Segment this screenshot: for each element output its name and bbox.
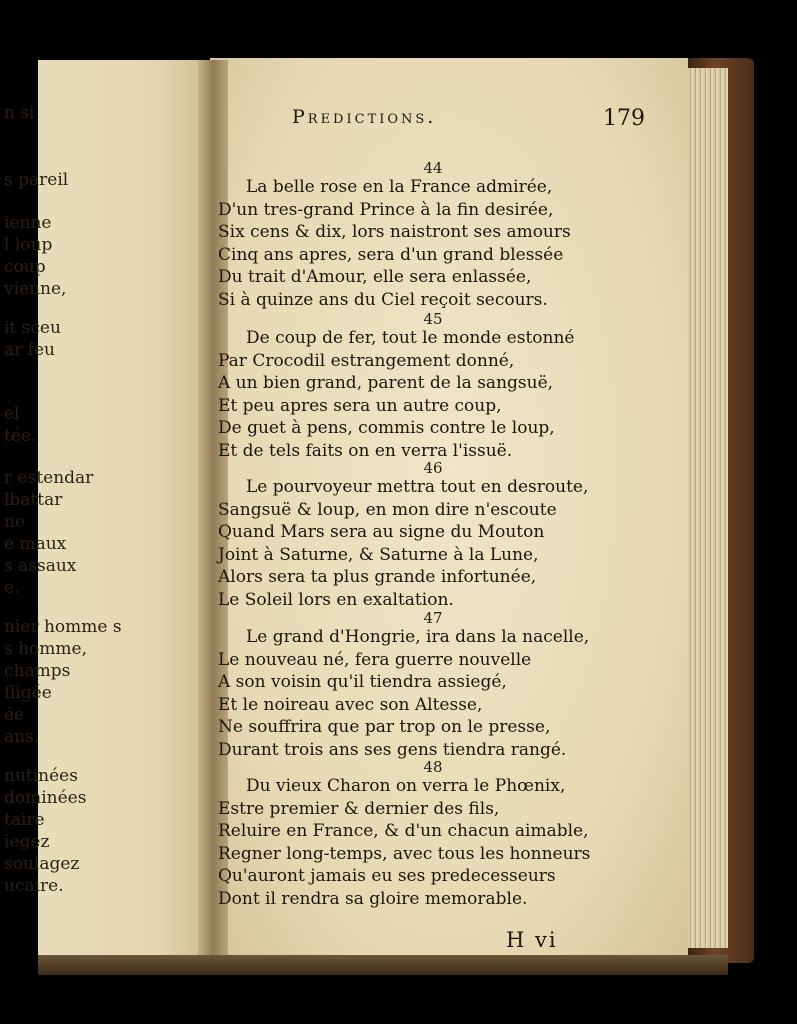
- verse-line: Et peu apres sera un autre coup,: [218, 395, 502, 416]
- left-line: ucaire.: [4, 876, 64, 896]
- left-line: lbattar: [4, 490, 63, 510]
- page-number: 179: [603, 106, 645, 131]
- stanza-48: [218, 759, 618, 910]
- verse-line: La belle rose en la France admirée,: [246, 177, 553, 197]
- left-line: e.: [4, 578, 20, 598]
- verse-line: Six cens & dix, lors naistront ses amours: [218, 222, 571, 242]
- verse-line: De coup de fer, tout le monde estonné: [246, 328, 575, 348]
- left-line: s pareil: [4, 170, 69, 190]
- verse-line: A son voisin qu'il tiendra assiegé,: [218, 672, 507, 692]
- left-line: fligée: [4, 683, 52, 703]
- left-line: nutinées: [4, 766, 78, 786]
- left-line: e maux: [4, 534, 67, 554]
- verse-line: Le Soleil lors en exaltation.: [218, 589, 454, 610]
- verse-line: D'un tres-grand Prince à la fin desirée,: [218, 199, 554, 220]
- left-page-header: n si: [4, 103, 35, 123]
- left-page: [38, 60, 210, 966]
- verse-line: Ne souffrira que par trop on le presse,: [218, 717, 551, 737]
- left-line: dominées: [4, 788, 87, 808]
- verse-line: Si à quinze ans du Ciel reçoit secours.: [218, 289, 548, 310]
- verse-line: Dont il rendra sa gloire memorable.: [218, 888, 528, 909]
- left-line: soulagez: [4, 854, 80, 874]
- left-line: ans.: [4, 727, 40, 747]
- left-line: it sceu: [4, 318, 61, 338]
- page-title: Predictions.: [292, 106, 437, 128]
- left-line: r estendar: [4, 468, 94, 488]
- signature-mark: H vi: [506, 928, 558, 952]
- verse-line: Du vieux Charon on verra le Phœnix,: [246, 776, 566, 796]
- verse-line: Alors sera ta plus grande infortunée,: [218, 567, 537, 587]
- left-line: el: [4, 404, 20, 424]
- verse-line: Durant trois ans ses gens tiendra rangé.: [218, 739, 567, 760]
- left-line: ne: [4, 512, 26, 532]
- left-line: champs: [4, 661, 71, 681]
- verse-line: Cinq ans apres, sera d'un grand blessée: [218, 244, 564, 265]
- left-line: iegez: [4, 832, 50, 852]
- verse-line: Qu'auront jamais eu ses predecesseurs: [218, 866, 556, 886]
- verse-line: Le pourvoyeur mettra tout en desroute,: [246, 477, 589, 497]
- left-line: s assaux: [4, 556, 77, 576]
- stanza-46: [218, 460, 618, 611]
- stanza-44: [218, 160, 618, 311]
- stanza-47: [218, 610, 618, 761]
- stanza-number: 47: [423, 609, 443, 627]
- verse-line: Estre premier & dernier des fils,: [218, 798, 500, 819]
- verse-line: Le grand d'Hongrie, ira dans la nacelle,: [246, 627, 590, 647]
- left-line: vienne,: [4, 279, 67, 299]
- left-line: coup: [4, 257, 46, 277]
- left-line: ar feu: [4, 340, 55, 360]
- left-line: nier homme s: [4, 617, 122, 637]
- verse-line: Et le noireau avec son Altesse,: [218, 694, 483, 715]
- verse-line: Joint à Saturne, & Saturne à la Lune,: [218, 544, 539, 565]
- verse-line: De guet à pens, commis contre le loup,: [218, 418, 555, 438]
- left-line: taire: [4, 810, 45, 830]
- bottom-shadow: [38, 955, 728, 975]
- left-line: s homme,: [4, 639, 88, 659]
- left-line: ée: [4, 705, 25, 725]
- verse-line: Quand Mars sera au signe du Mouton: [218, 522, 545, 542]
- stanza-number: 48: [423, 758, 443, 776]
- verse-line: Du trait d'Amour, elle sera enlassée,: [218, 267, 532, 287]
- verse-line: Reluire en France, & d'un chacun aimable,: [218, 821, 589, 841]
- verse-line: Sangsuë & loup, en mon dire n'escoute: [218, 499, 557, 520]
- left-line: ienne: [4, 213, 52, 233]
- stanza-45: [218, 311, 618, 462]
- verse-line: Par Crocodil estrangement donné,: [218, 350, 515, 371]
- verse-line: Le nouveau né, fera guerre nouvelle: [218, 649, 532, 670]
- verse-line: Et de tels faits on en verra l'issuë.: [218, 440, 513, 461]
- stanza-number: 46: [423, 459, 443, 477]
- left-line: tée.: [4, 426, 37, 446]
- verse-line: Regner long-temps, avec tous les honneurs: [218, 843, 591, 864]
- stanza-number: 44: [423, 159, 443, 177]
- stanza-number: 45: [423, 310, 443, 328]
- left-line: l loup: [4, 235, 53, 255]
- verse-line: A un bien grand, parent de la sangsuë,: [218, 373, 554, 393]
